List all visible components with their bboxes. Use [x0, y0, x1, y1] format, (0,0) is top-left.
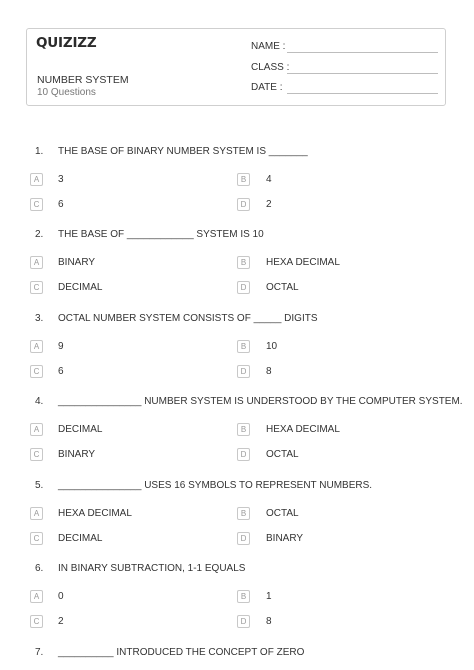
quizizz-logo: QUIZIZZ — [36, 35, 97, 51]
option-text: 8 — [266, 366, 272, 377]
option-text: DECIMAL — [58, 282, 103, 293]
option-letter-box[interactable]: A — [30, 423, 43, 436]
option-text: 1 — [266, 591, 272, 602]
name-line — [287, 52, 438, 53]
option-letter-box[interactable]: B — [237, 340, 250, 353]
question-number: 5. — [35, 480, 44, 491]
option-letter-box[interactable]: C — [30, 532, 43, 545]
question-number: 1. — [35, 146, 44, 157]
question-text: _______________ USES 16 SYMBOLS TO REPRESENT NUMBERS. — [58, 480, 373, 491]
option-text: HEXA DECIMAL — [58, 508, 132, 519]
question-number: 6. — [35, 563, 44, 574]
option-letter-box[interactable]: B — [237, 173, 250, 186]
question-text: OCTAL NUMBER SYSTEM CONSISTS OF _____ DIGITS — [58, 313, 318, 324]
option-text: 6 — [58, 366, 64, 377]
option-text: 2 — [266, 199, 272, 210]
option-text: BINARY — [58, 449, 96, 460]
option-letter-box[interactable]: C — [30, 365, 43, 378]
name-label: NAME : — [251, 41, 286, 52]
class-label: CLASS : — [251, 62, 290, 73]
option-letter-box[interactable]: A — [30, 256, 43, 269]
question-number: 4. — [35, 396, 44, 407]
option-text: 3 — [58, 174, 64, 185]
option-letter-box[interactable]: C — [30, 198, 43, 211]
option-text: 2 — [58, 616, 64, 627]
option-letter-box[interactable]: A — [30, 590, 43, 603]
option-text: OCTAL — [266, 282, 299, 293]
question-count: 10 Questions — [37, 87, 96, 98]
option-letter-box[interactable]: D — [237, 615, 250, 628]
option-letter-box[interactable]: D — [237, 198, 250, 211]
option-text: DECIMAL — [58, 533, 103, 544]
option-text: 0 — [58, 591, 64, 602]
class-line — [287, 73, 438, 74]
question-text: THE BASE OF BINARY NUMBER SYSTEM IS _______ — [58, 146, 308, 157]
option-letter-box[interactable]: A — [30, 340, 43, 353]
option-letter-box[interactable]: C — [30, 448, 43, 461]
option-letter-box[interactable]: A — [30, 173, 43, 186]
date-label: DATE : — [251, 82, 283, 93]
option-text: 8 — [266, 616, 272, 627]
option-text: OCTAL — [266, 508, 299, 519]
option-text: 10 — [266, 341, 278, 352]
option-letter-box[interactable]: A — [30, 507, 43, 520]
option-letter-box[interactable]: B — [237, 256, 250, 269]
option-text: HEXA DECIMAL — [266, 424, 340, 435]
question-text: __________ INTRODUCED THE CONCEPT OF ZERO — [58, 647, 305, 658]
option-text: BINARY — [266, 533, 304, 544]
option-text: DECIMAL — [58, 424, 103, 435]
question-text: IN BINARY SUBTRACTION, 1-1 EQUALS — [58, 563, 246, 574]
option-text: BINARY — [58, 257, 96, 268]
date-line — [287, 93, 438, 94]
option-letter-box[interactable]: B — [237, 590, 250, 603]
question-text: THE BASE OF ____________ SYSTEM IS 10 — [58, 229, 264, 240]
option-text: OCTAL — [266, 449, 299, 460]
option-letter-box[interactable]: D — [237, 448, 250, 461]
worksheet-title: NUMBER SYSTEM — [37, 74, 129, 86]
question-number: 7. — [35, 647, 44, 658]
option-letter-box[interactable]: D — [237, 281, 250, 294]
option-letter-box[interactable]: B — [237, 507, 250, 520]
option-letter-box[interactable]: D — [237, 532, 250, 545]
option-letter-box[interactable]: C — [30, 281, 43, 294]
option-letter-box[interactable]: B — [237, 423, 250, 436]
option-letter-box[interactable]: D — [237, 365, 250, 378]
question-text: _______________ NUMBER SYSTEM IS UNDERSTOOD BY THE COMPUTER SYSTEM. — [58, 396, 463, 407]
option-text: 6 — [58, 199, 64, 210]
question-number: 2. — [35, 229, 44, 240]
question-number: 3. — [35, 313, 44, 324]
option-letter-box[interactable]: C — [30, 615, 43, 628]
option-text: 9 — [58, 341, 64, 352]
option-text: HEXA DECIMAL — [266, 257, 340, 268]
option-text: 4 — [266, 174, 272, 185]
